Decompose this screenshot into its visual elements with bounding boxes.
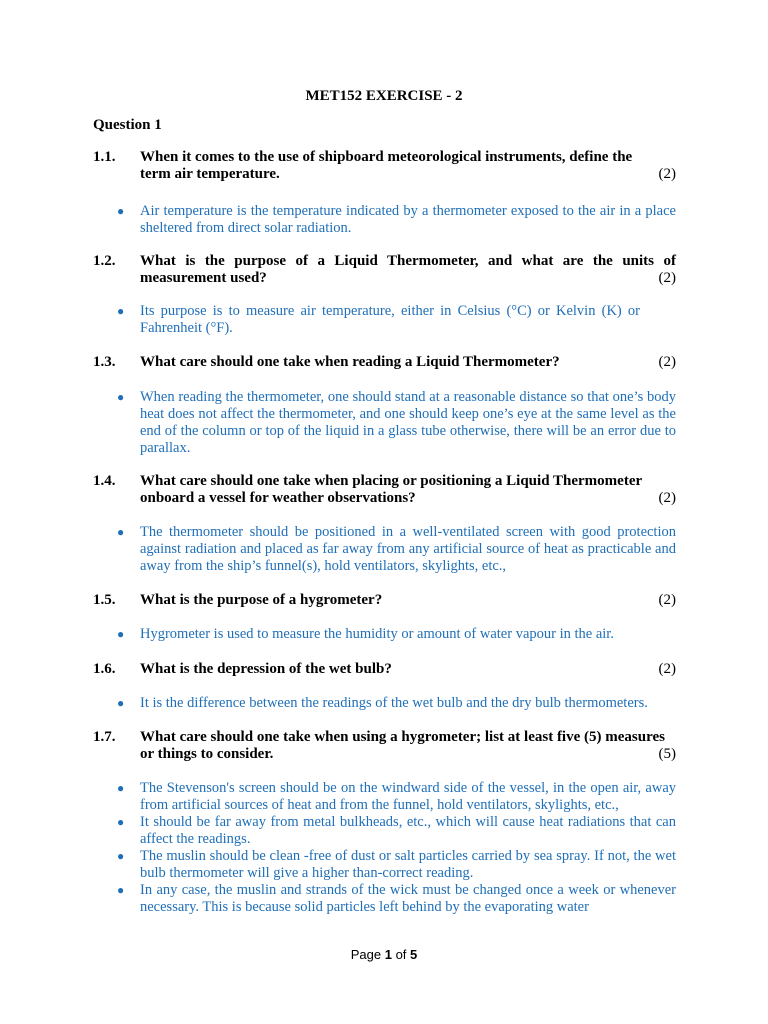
list-item bbox=[117, 780, 676, 814]
question-number: 1.7. bbox=[93, 729, 116, 745]
answer-text: In any case, the muslin and strands of the wick must be changed once a week or whenever necessary. This is because solid particles left behind by the evaporating water bbox=[140, 882, 676, 915]
answer-list bbox=[117, 524, 676, 575]
question-1-1 bbox=[93, 149, 676, 183]
question-marks: (2) bbox=[658, 166, 676, 182]
bullet-icon: ● bbox=[117, 883, 125, 897]
answer-list bbox=[117, 780, 676, 916]
question-text: When it comes to the use of shipboard meteorological instruments, define the bbox=[140, 149, 633, 165]
answer-list bbox=[117, 389, 676, 457]
question-1-3 bbox=[93, 354, 676, 371]
total-page-count: 5 bbox=[410, 947, 418, 962]
document-title: MET152 EXERCISE - 2 bbox=[305, 88, 463, 104]
answer-text: Its purpose is to measure air temperature, either in Celsius (°C) or Kelvin (K) or Fahrenheit (°F). bbox=[140, 303, 640, 336]
question-marks: (2) bbox=[658, 270, 676, 286]
question-1-4 bbox=[93, 473, 676, 507]
question-number: 1.2. bbox=[93, 253, 116, 269]
list-item bbox=[117, 848, 676, 882]
list-item bbox=[117, 524, 676, 575]
question-text: term air temperature. bbox=[140, 166, 280, 182]
answer-text: The Stevenson's screen should be on the windward side of the vessel, in the open air, away from artificial sources of heat and from the funnel, hold ventilators, skylights, etc., bbox=[140, 780, 676, 813]
bullet-icon: ● bbox=[117, 696, 125, 710]
question-text: What is the depression of the wet bulb? bbox=[140, 661, 392, 677]
footer-middle: of bbox=[391, 947, 411, 962]
question-text: or things to consider. bbox=[140, 746, 274, 762]
question-1-5 bbox=[93, 592, 676, 609]
answer-text: Hygrometer is used to measure the humidity or amount of water vapour in the air. bbox=[140, 626, 614, 642]
footer-prefix: Page bbox=[350, 947, 385, 962]
bullet-icon: ● bbox=[117, 525, 125, 539]
question-marks: (2) bbox=[658, 490, 676, 506]
question-text: What is the purpose of a Liquid Thermometer, and what are the units of bbox=[140, 253, 676, 269]
list-item bbox=[117, 303, 676, 337]
question-marks: (2) bbox=[658, 661, 676, 677]
current-page-number: 1 bbox=[384, 947, 392, 962]
answer-text: It should be far away from metal bulkheads, etc., which will cause heat radiations that can affect the readings. bbox=[140, 814, 676, 847]
question-marks: (5) bbox=[658, 746, 676, 762]
question-number: 1.5. bbox=[93, 592, 116, 608]
list-item bbox=[117, 814, 676, 848]
list-item bbox=[117, 389, 676, 457]
answer-text: The muslin should be clean -free of dust or salt particles carried by sea spray. If not, the wet bulb thermometer will give a higher than-correct reading. bbox=[140, 848, 676, 881]
question-marks: (2) bbox=[658, 354, 676, 370]
answer-list bbox=[117, 303, 676, 337]
list-item bbox=[117, 203, 676, 237]
bullet-icon: ● bbox=[117, 815, 125, 829]
question-1-6 bbox=[93, 661, 676, 678]
question-text: measurement used? bbox=[140, 270, 267, 286]
list-item bbox=[117, 882, 676, 916]
question-number: 1.4. bbox=[93, 473, 116, 489]
bullet-icon: ● bbox=[117, 204, 125, 218]
question-text: What care should one take when reading a Liquid Thermometer? bbox=[140, 354, 560, 370]
question-text: What is the purpose of a hygrometer? bbox=[140, 592, 383, 608]
bullet-icon: ● bbox=[117, 849, 125, 863]
bullet-icon: ● bbox=[117, 627, 125, 641]
list-item bbox=[117, 626, 676, 643]
question-number: 1.1. bbox=[93, 149, 116, 165]
list-item bbox=[117, 695, 676, 712]
question-1-2 bbox=[93, 253, 676, 287]
question-number: 1.6. bbox=[93, 661, 116, 677]
answer-list bbox=[117, 695, 676, 712]
question-text: onboard a vessel for weather observations? bbox=[140, 490, 416, 506]
page-footer bbox=[0, 947, 768, 962]
question-marks: (2) bbox=[658, 592, 676, 608]
question-text: What care should one take when using a hygrometer; list at least five (5) measures bbox=[140, 729, 665, 745]
answer-text: When reading the thermometer, one should stand at a reasonable distance so that one’s body heat does not affect the thermometer, and one should keep one’s eye at the same level as the end of the column or top of the liquid in a glass tube otherwise, there will be an error due to parallax. bbox=[140, 389, 676, 456]
bullet-icon: ● bbox=[117, 390, 125, 404]
question-1-7 bbox=[93, 729, 676, 763]
question-number: 1.3. bbox=[93, 354, 116, 370]
bullet-icon: ● bbox=[117, 304, 125, 318]
bullet-icon: ● bbox=[117, 781, 125, 795]
section-heading: Question 1 bbox=[93, 117, 162, 133]
answer-text: The thermometer should be positioned in a well-ventilated screen with good protection against radiation and placed as far away from any artificial source of heat as practicable and away from the ship’s funnel(s), hold ventilators, skylights, etc., bbox=[140, 524, 676, 574]
question-text: What care should one take when placing or positioning a Liquid Thermometer bbox=[140, 473, 643, 489]
answer-list bbox=[117, 203, 676, 237]
answer-text: Air temperature is the temperature indicated by a thermometer exposed to the air in a place sheltered from direct solar radiation. bbox=[140, 203, 676, 236]
answer-text: It is the difference between the readings of the wet bulb and the dry bulb thermometers. bbox=[140, 695, 648, 711]
answer-list bbox=[117, 626, 676, 643]
